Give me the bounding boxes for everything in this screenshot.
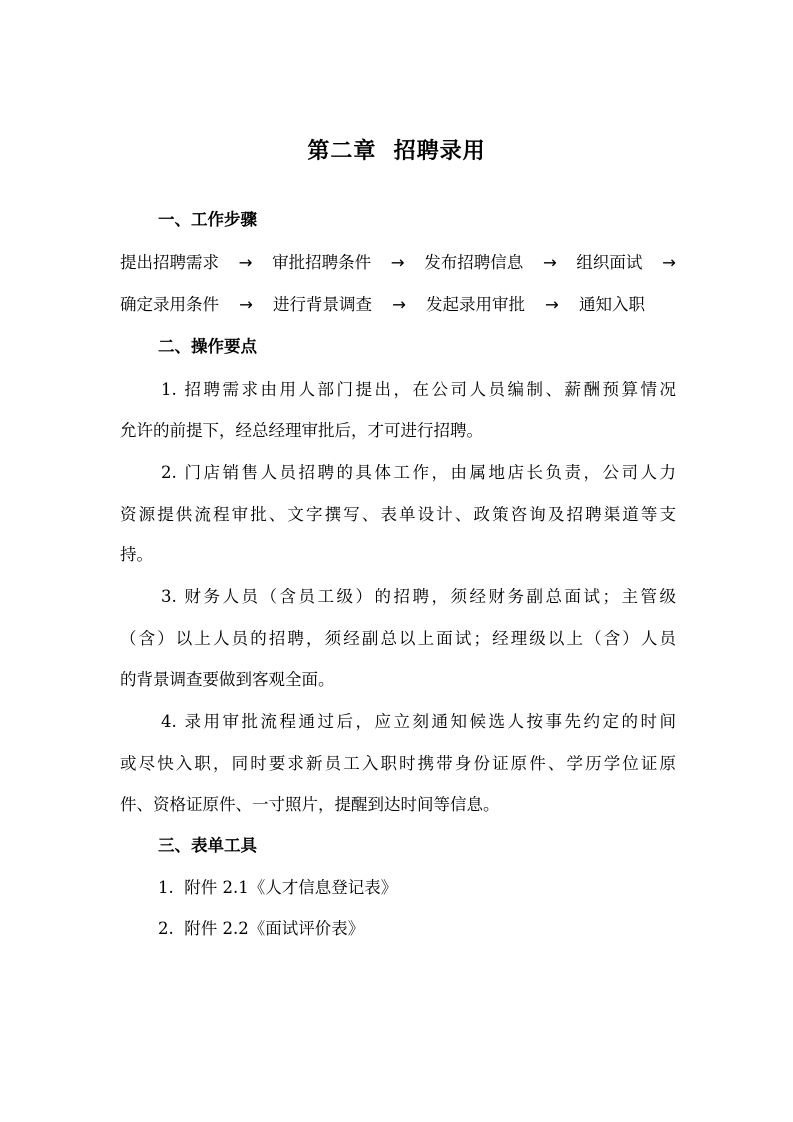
- form-attachment-item: 1. 附件 2.1《人才信息登记表》: [158, 878, 398, 897]
- workflow-step: 进行背景调查: [272, 295, 372, 314]
- paragraph-line: 1. 招聘需求由用人部门提出，在公司人员编制、薪酬预算情况: [161, 380, 676, 399]
- arrow-icon: →: [542, 253, 557, 272]
- section-heading-forms: 三、表单工具: [158, 836, 257, 855]
- workflow-row-1: [120, 253, 676, 273]
- arrow-icon: →: [238, 253, 253, 272]
- workflow-step: 通知入职: [578, 295, 645, 314]
- paragraph-line: 资源提供流程审批、文字撰写、表单设计、政策咨询及招聘渠道等支: [120, 505, 676, 524]
- form-attachment-item: 2. 附件 2.2《面试评价表》: [158, 919, 365, 938]
- section-heading-keypoints: 二、操作要点: [158, 337, 257, 356]
- workflow-step: 发起录用审批: [425, 295, 525, 314]
- arrow-icon: →: [545, 295, 559, 314]
- workflow-step: 确定录用条件: [120, 295, 219, 314]
- workflow-step: 审批招聘条件: [272, 253, 372, 272]
- paragraph-line: 的背景调查要做到客观全面。: [120, 670, 335, 689]
- paragraph-line: 允许的前提下，经总经理审批后，才可进行招聘。: [120, 421, 483, 440]
- section-heading-steps: 一、工作步骤: [158, 210, 257, 229]
- chapter-title: 第二章 招聘录用: [307, 138, 486, 164]
- workflow-row-2: [120, 295, 645, 315]
- workflow-step: 发布招聘信息: [424, 253, 524, 272]
- paragraph-line: 3. 财务人员（含员工级）的招聘，须经财务副总面试；主管级: [161, 587, 676, 606]
- arrow-icon: →: [390, 253, 405, 272]
- workflow-step: 提出招聘需求: [120, 253, 219, 272]
- paragraph-line: 持。: [120, 545, 153, 564]
- arrow-icon: →: [662, 253, 676, 272]
- workflow-step: 组织面试: [576, 253, 643, 272]
- paragraph-line: 件、资格证原件、一寸照片，提醒到达时间等信息。: [120, 795, 500, 814]
- paragraph-line: 2. 门店销售人员招聘的具体工作，由属地店长负责，公司人力: [161, 463, 676, 482]
- paragraph-line: 或尽快入职，同时要求新员工入职时携带身份证原件、学历学位证原: [120, 754, 676, 773]
- arrow-icon: →: [392, 295, 406, 314]
- arrow-icon: →: [239, 295, 253, 314]
- paragraph-line: 4. 录用审批流程通过后，应立刻通知候选人按事先约定的时间: [161, 712, 676, 731]
- paragraph-line: （含）以上人员的招聘，须经副总以上面试；经理级以上（含）人员: [120, 629, 676, 648]
